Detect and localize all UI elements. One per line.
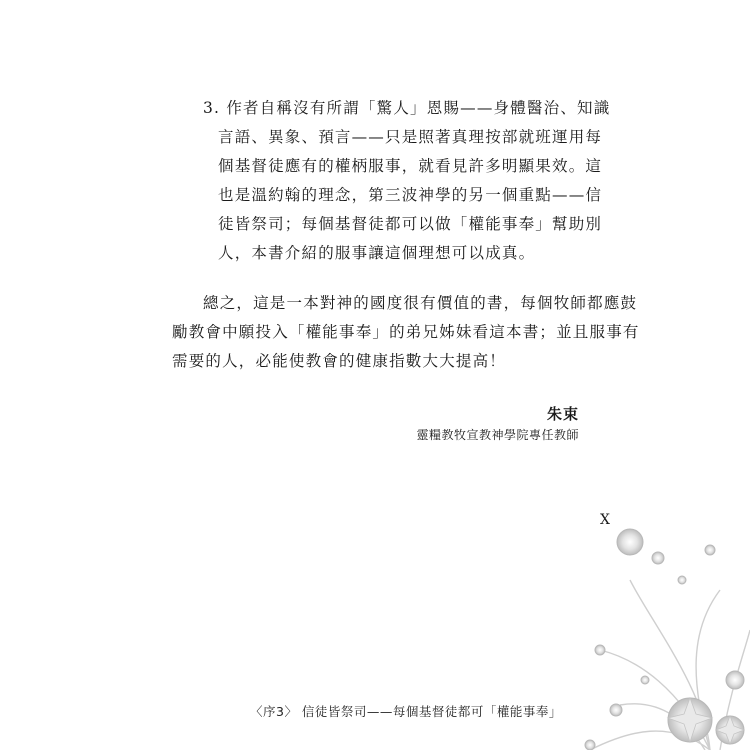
paragraph-line: 人，本書介紹的服事讓這個理想可以成真。 bbox=[218, 244, 536, 262]
paragraph-line: 個基督徒應有的權柄服事，就看見許多明顯果效。這 bbox=[218, 157, 603, 175]
numbered-paragraph bbox=[203, 94, 611, 268]
paragraph-line: 3. 作者自稱沒有所謂「驚人」恩賜——身體醫治、知識 bbox=[203, 99, 611, 117]
paragraph-line: 需要的人，必能使教會的健康指數大大提高！ bbox=[172, 352, 507, 370]
paragraph-line: 也是溫約翰的理念，第三波神學的另一個重點——信 bbox=[218, 186, 603, 204]
paragraph-line: 言語、異象、預言——只是照著真理按部就班運用每 bbox=[218, 128, 603, 146]
signature-title: 靈糧教牧宣教神學院專任教師 bbox=[416, 428, 579, 442]
closing-paragraph bbox=[172, 289, 640, 376]
page-number: X bbox=[600, 512, 610, 528]
paragraph-line: 總之，這是一本對神的國度很有價值的書，每個牧師都應鼓 bbox=[203, 294, 638, 312]
paragraph-line: 勵教會中願投入「權能事奉」的弟兄姊妹看這本書；並且服事有 bbox=[172, 323, 640, 341]
signature-name: 朱束 bbox=[546, 405, 579, 423]
paragraph-line: 徒皆祭司；每個基督徒都可以做「權能事奉」幫助別 bbox=[218, 215, 603, 233]
floral-swirl-ornament-icon bbox=[530, 520, 750, 750]
running-footer: 〈序3〉 信徒皆祭司——每個基督徒都可「權能事奉」 bbox=[250, 704, 562, 719]
